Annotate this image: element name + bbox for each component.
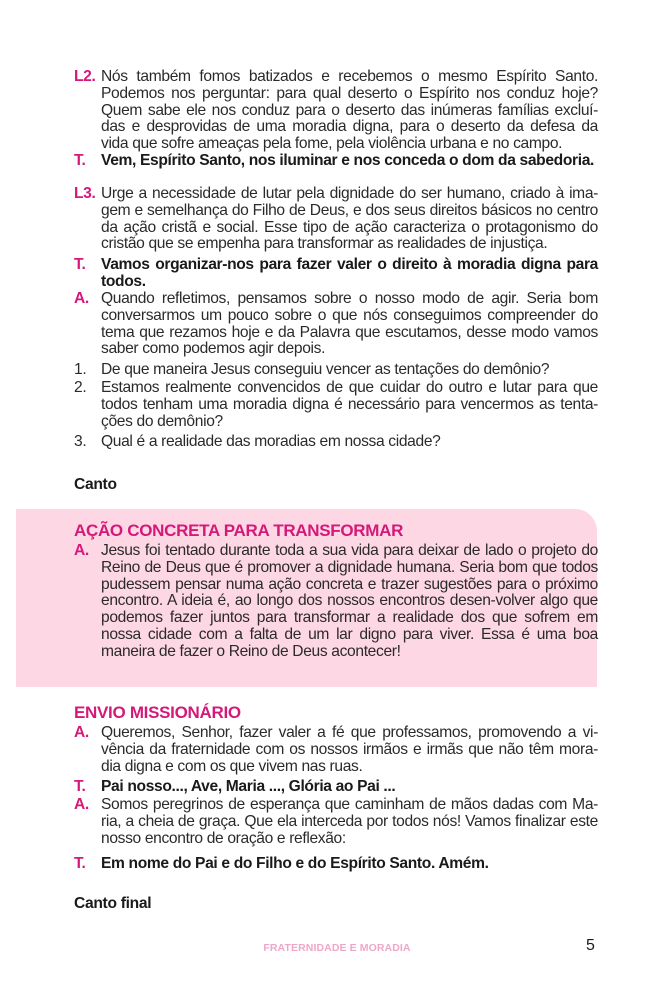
canto-final-label: Canto final [74, 895, 152, 912]
paragraph-l2 [74, 69, 598, 153]
response-text: Vamos organizar-nos para fazer valer o direito à moradia digna para todos. [101, 256, 598, 290]
response-text: Vem, Espírito Santo, nos iluminar e nos conceda o dom da sabedoria. [101, 152, 594, 169]
question-text: Qual é a realidade das moradias em nossa cidade? [101, 433, 441, 450]
canto-label: Canto [74, 476, 117, 493]
paragraph-a [74, 797, 598, 847]
response-t [74, 153, 598, 170]
question-number: 1. [74, 361, 87, 378]
speaker-label: T. [74, 152, 86, 169]
speaker-label: T. [74, 778, 86, 795]
paragraph-a [74, 291, 598, 358]
question-text: De que maneira Jesus conseguiu vencer as tentações do demônio? [101, 361, 550, 378]
paragraph-l3 [74, 186, 598, 253]
paragraph-a [74, 543, 598, 661]
speaker-label: A. [74, 724, 89, 741]
speaker-label: A. [74, 796, 89, 813]
question-1 [74, 362, 598, 379]
speaker-label: A. [74, 542, 89, 559]
running-footer: FRATERNIDADE E MORADIA [263, 942, 411, 954]
paragraph-a [74, 725, 598, 775]
page-number: 5 [586, 937, 595, 954]
paragraph-text: Somos peregrinos de esperança que caminham de mãos dadas com Ma-ria, a cheia de graça. Que ela interceda por todos nós! Vamos finalizar este nosso encontro de oração e reflexão: [101, 796, 598, 847]
speaker-label: L3. [74, 185, 96, 202]
paragraph-text: Urge a necessidade de lutar pela dignidade do ser humano, criado à ima-gem e semelhança do Filho de Deus, e dos seus direitos básicos no centro da ação cristã e social. Esse tipo de ação caracteriza o protagonismo do cristão que se empenha para transformar as realidades de injustiça. [101, 185, 598, 253]
speaker-label: T. [74, 855, 86, 872]
question-number: 3. [74, 433, 87, 450]
question-3 [74, 434, 598, 451]
paragraph-text: Nós também fomos batizados e recebemos o mesmo Espírito Santo. Podemos nos perguntar: para qual deserto o Espírito nos conduz hoje? Quem sabe ele nos conduz para o deserto das inúmeras famílias excluí-das e desprovidas de uma moradia digna, para o deserto da defesa da vida que sofre ameaças pela fome, pela violência urbana e no campo. [101, 68, 598, 153]
question-2 [74, 380, 598, 430]
speaker-label: T. [74, 256, 86, 273]
speaker-label: L2. [74, 68, 96, 85]
response-text: Pai nosso..., Ave, Maria ..., Glória ao Pai ... [101, 778, 396, 795]
response-t [74, 257, 598, 291]
paragraph-text: Queremos, Senhor, fazer valer a fé que professamos, promovendo a vi-vência da fraternidade com os nossos irmãos e irmãs que não têm mora-dia digna e com os que vivem nas ruas. [101, 724, 598, 775]
response-t [74, 779, 598, 796]
paragraph-text: Jesus foi tentado durante toda a sua vida para deixar de lado o projeto do Reino de Deus que é promover a dignidade humana. Seria bom que todos pudessem pensar numa ação concreta e trazer sugestões para o próximo encontro. A ideia é, ao longo dos nossos encontros desen-volver algo que podemos fazer juntos para transformar a realidade dos que sofrem em nossa cidade com a falta de um lar digno para viver. Essa é uma boa maneira de fazer o Reino de Deus acontecer! [101, 542, 598, 660]
response-text: Em nome do Pai e do Filho e do Espírito Santo. Amém. [101, 855, 489, 872]
paragraph-text: Quando refletimos, pensamos sobre o nosso modo de agir. Seria bom conversarmos um pouco sobre o que nós conseguimos compreender do tema que rezamos hoje e da Palavra que escutamos, desse modo vamos saber como podemos agir depois. [101, 290, 598, 358]
section-heading-envio: ENVIO MISSIONÁRIO [74, 703, 241, 722]
question-text: Estamos realmente convencidos de que cuidar do outro e lutar para que todos tenham uma moradia digna é necessário para vencermos as tenta-ções do demônio? [101, 379, 598, 430]
response-t [74, 856, 598, 873]
speaker-label: A. [74, 290, 89, 307]
question-number: 2. [74, 379, 87, 396]
section-heading-acao: AÇÃO CONCRETA PARA TRANSFORMAR [74, 521, 404, 540]
